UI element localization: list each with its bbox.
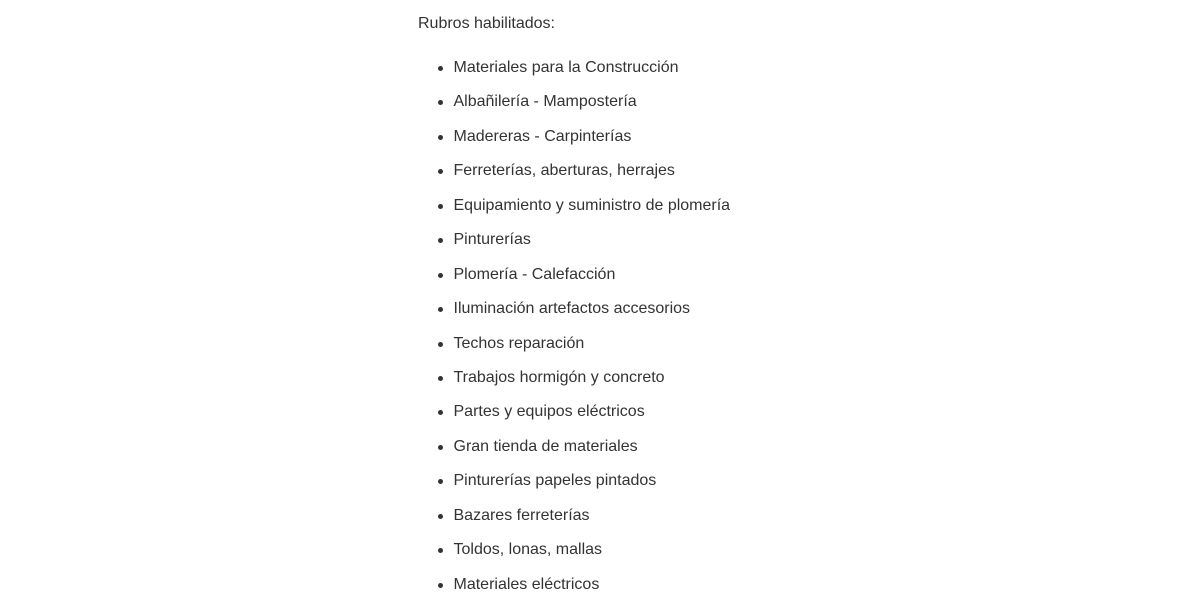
list-item-label: Techos reparación — [453, 334, 585, 352]
list-item — [418, 368, 1018, 388]
list-item-label: Albañilería - Mampostería — [453, 93, 637, 111]
list-item — [418, 575, 1018, 595]
list-item — [418, 334, 1018, 354]
bullet-icon — [438, 583, 443, 588]
list-item — [418, 402, 1018, 422]
list-item-label: Materiales eléctricos — [453, 575, 600, 593]
list-item-label: Gran tienda de materiales — [453, 437, 638, 455]
bullet-icon — [438, 307, 443, 312]
bullet-icon — [438, 514, 443, 519]
rubros-list — [418, 58, 1018, 595]
list-item-label: Trabajos hormigón y concreto — [453, 368, 665, 386]
list-item-label: Madereras - Carpinterías — [453, 127, 632, 145]
bullet-icon — [438, 238, 443, 243]
bullet-icon — [438, 135, 443, 140]
list-item-label: Pinturerías papeles pintados — [453, 472, 657, 490]
list-item-label: Toldos, lonas, mallas — [453, 541, 603, 559]
list-item-label: Equipamiento y suministro de plomería — [453, 196, 731, 214]
list-item — [418, 437, 1018, 457]
list-item — [418, 230, 1018, 250]
bullet-icon — [438, 548, 443, 553]
list-item — [418, 161, 1018, 181]
list-item-label: Materiales para la Construcción — [453, 59, 679, 76]
list-item — [418, 506, 1018, 526]
bullet-icon — [438, 66, 443, 71]
section-heading: Rubros habilitados: — [418, 15, 555, 32]
list-item — [418, 58, 1018, 78]
bullet-icon — [438, 410, 443, 415]
list-item — [418, 265, 1018, 285]
bullet-icon — [438, 204, 443, 209]
list-item — [418, 471, 1018, 491]
bullet-icon — [438, 479, 443, 484]
bullet-icon — [438, 342, 443, 347]
rubros-section — [418, 14, 1018, 607]
list-item-label: Plomería - Calefacción — [453, 265, 616, 283]
bullet-icon — [438, 376, 443, 381]
list-item — [418, 92, 1018, 112]
list-item — [418, 196, 1018, 216]
list-item-label: Pinturerías — [453, 231, 531, 249]
list-item-label: Bazares ferreterías — [453, 506, 590, 524]
list-item — [418, 127, 1018, 147]
bullet-icon — [438, 273, 443, 278]
list-item-label: Ferreterías, aberturas, herrajes — [453, 162, 675, 180]
list-item-label: Partes y equipos eléctricos — [453, 403, 645, 421]
list-item — [418, 540, 1018, 560]
list-item-label: Iluminación artefactos accesorios — [453, 300, 691, 318]
list-item — [418, 299, 1018, 319]
bullet-icon — [438, 445, 443, 450]
bullet-icon — [438, 169, 443, 174]
bullet-icon — [438, 100, 443, 105]
